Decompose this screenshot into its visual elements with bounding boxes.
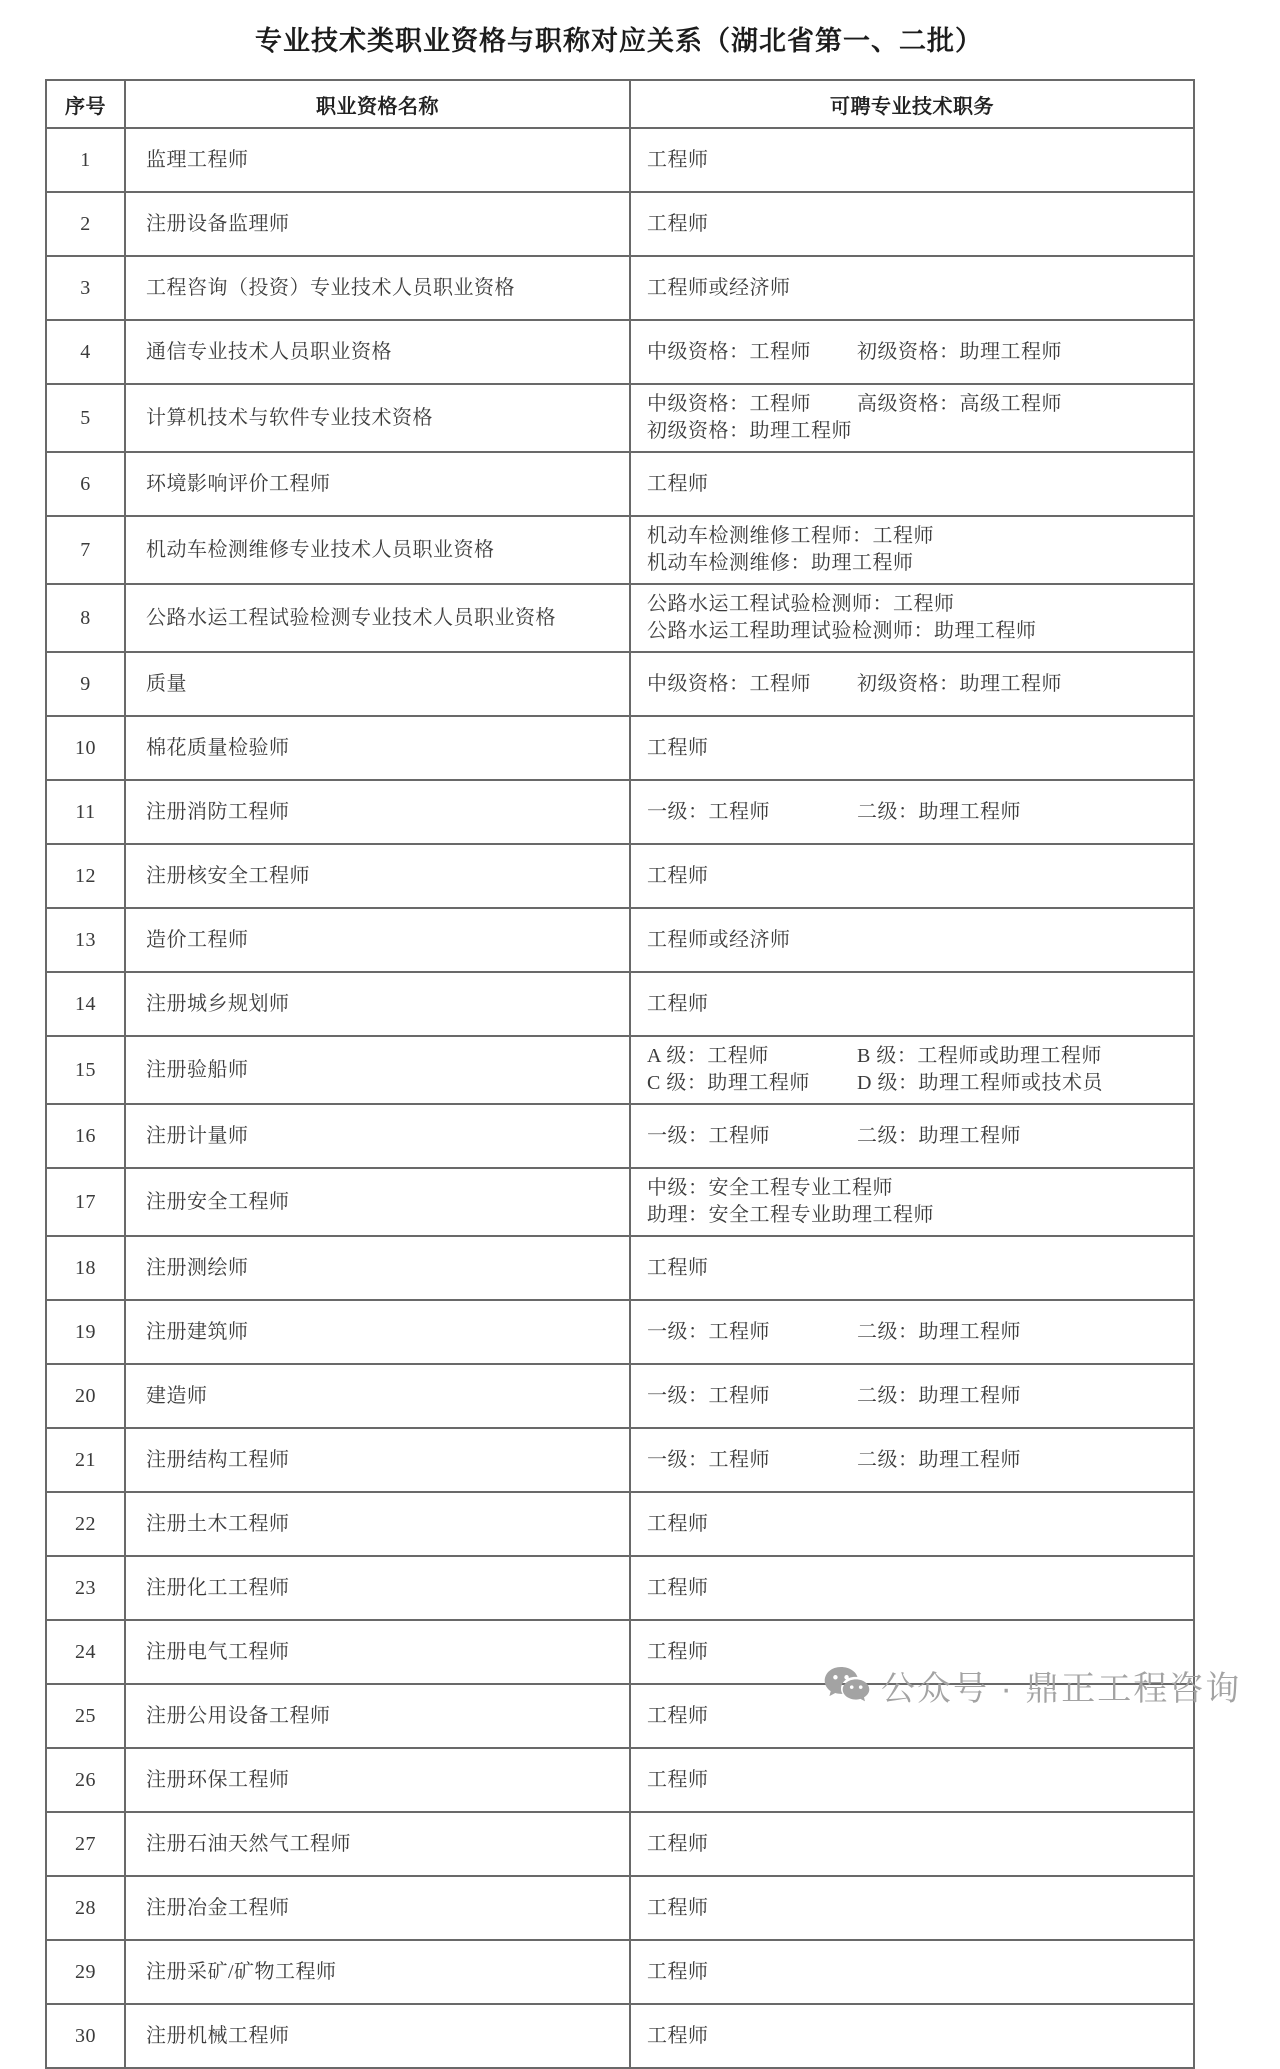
duty-cell (630, 652, 1194, 716)
duty-line (647, 1383, 1187, 1410)
table-row (46, 1748, 1194, 1812)
header-cell-no: 序号 (46, 80, 125, 128)
row-number-cell: 4 (46, 320, 125, 384)
duty-segment: 工程师 (647, 1704, 709, 1727)
row-number-cell: 23 (46, 1556, 125, 1620)
qualification-table (45, 79, 1195, 2069)
duty-line (647, 418, 1187, 445)
row-number-cell: 3 (46, 256, 125, 320)
duty-cell (630, 2004, 1194, 2068)
row-number-cell: 10 (46, 716, 125, 780)
duty-line (647, 211, 1187, 238)
row-number-cell: 1 (46, 128, 125, 192)
duty-cell (630, 1036, 1194, 1104)
duty-segment: 公路水运工程助理试验检测师：助理工程师 (647, 620, 1037, 642)
table-row (46, 452, 1194, 516)
duty-segment: 工程师 (647, 1960, 709, 1983)
duty-segment: 一级：工程师 (647, 1320, 770, 1343)
duty-line (647, 1639, 1187, 1666)
duty-segment: 初级资格：助理工程师 (857, 340, 1062, 363)
table-row (46, 652, 1194, 716)
duty-segment: D 级：助理工程师或技术员 (857, 1072, 1103, 1094)
duty-segment: 工程师或经济师 (647, 276, 791, 299)
duty-segment: 工程师 (647, 1512, 709, 1535)
qualification-name-cell: 注册结构工程师 (125, 1428, 630, 1492)
page-title: 专业技术类职业资格与职称对应关系（湖北省第一、二批） (255, 26, 983, 56)
duty-segment: 二级：助理工程师 (857, 800, 1021, 823)
duty-line (647, 339, 1187, 366)
duty-line (647, 1575, 1187, 1602)
duty-cell (630, 584, 1194, 652)
table-row (46, 128, 1194, 192)
table-row (46, 1492, 1194, 1556)
duty-cell (630, 516, 1194, 584)
table-row (46, 1876, 1194, 1940)
row-number-cell: 21 (46, 1428, 125, 1492)
row-number-cell: 13 (46, 908, 125, 972)
qualification-name-cell: 注册机械工程师 (125, 2004, 630, 2068)
duty-cell (630, 1364, 1194, 1428)
qualification-name-cell: 注册消防工程师 (125, 780, 630, 844)
duty-segment: 一级：工程师 (647, 800, 770, 823)
duty-segment: 助理：安全工程专业助理工程师 (647, 1204, 934, 1226)
duty-segment: 一级：工程师 (647, 1448, 770, 1471)
duty-line (647, 799, 1187, 826)
duty-cell (630, 908, 1194, 972)
duty-cell (630, 192, 1194, 256)
duty-segment: 工程师 (647, 1256, 709, 1279)
duty-line (647, 1703, 1187, 1730)
qualification-name-cell: 监理工程师 (125, 128, 630, 192)
duty-segment: 机动车检测维修工程师：工程师 (647, 525, 934, 547)
duty-line (647, 275, 1187, 302)
row-number-cell: 5 (46, 384, 125, 452)
qualification-name-cell: 注册公用设备工程师 (125, 1684, 630, 1748)
duty-line (647, 391, 1187, 418)
qualification-name-cell: 通信专业技术人员职业资格 (125, 320, 630, 384)
qualification-name-cell: 公路水运工程试验检测专业技术人员职业资格 (125, 584, 630, 652)
duty-cell (630, 1556, 1194, 1620)
duty-segment: 初级资格：助理工程师 (647, 420, 852, 442)
duty-line (647, 618, 1187, 645)
duty-line (647, 591, 1187, 618)
duty-cell (630, 320, 1194, 384)
row-number-cell: 30 (46, 2004, 125, 2068)
table-row (46, 780, 1194, 844)
duty-cell (630, 1236, 1194, 1300)
row-number-cell: 28 (46, 1876, 125, 1940)
table-row (46, 844, 1194, 908)
duty-segment: 高级资格：高级工程师 (857, 393, 1062, 415)
duty-segment: 工程师 (647, 1768, 709, 1791)
qualification-name-cell: 注册测绘师 (125, 1236, 630, 1300)
duty-segment: 初级资格：助理工程师 (857, 672, 1062, 695)
duty-cell (630, 1168, 1194, 1236)
table-row (46, 1812, 1194, 1876)
duty-line (647, 1831, 1187, 1858)
qualification-name-cell: 棉花质量检验师 (125, 716, 630, 780)
table-row (46, 1300, 1194, 1364)
row-number-cell: 11 (46, 780, 125, 844)
duty-segment: 二级：助理工程师 (857, 1384, 1021, 1407)
table-row (46, 716, 1194, 780)
duty-segment: 机动车检测维修：助理工程师 (647, 552, 914, 574)
duty-segment: 工程师 (647, 212, 709, 235)
duty-line (647, 1959, 1187, 1986)
duty-cell (630, 1300, 1194, 1364)
table-row (46, 256, 1194, 320)
row-number-cell: 15 (46, 1036, 125, 1104)
duty-segment: 中级资格：工程师 (647, 672, 811, 695)
table-row (46, 1684, 1194, 1748)
row-number-cell: 7 (46, 516, 125, 584)
row-number-cell: 19 (46, 1300, 125, 1364)
duty-segment: 工程师 (647, 1640, 709, 1663)
duty-segment: 二级：助理工程师 (857, 1448, 1021, 1471)
qualification-name-cell: 质量 (125, 652, 630, 716)
duty-cell (630, 972, 1194, 1036)
duty-segment: 中级资格：工程师 (647, 340, 811, 363)
duty-cell (630, 128, 1194, 192)
table-row (46, 1620, 1194, 1684)
duty-segment: 公路水运工程试验检测师：工程师 (647, 593, 955, 615)
table-row (46, 1428, 1194, 1492)
duty-segment: 工程师 (647, 1832, 709, 1855)
duty-cell (630, 1812, 1194, 1876)
table-row (46, 584, 1194, 652)
duty-segment: 二级：助理工程师 (857, 1124, 1021, 1147)
qualification-name-cell: 注册城乡规划师 (125, 972, 630, 1036)
qualification-name-cell: 注册采矿/矿物工程师 (125, 1940, 630, 2004)
duty-line (647, 1123, 1187, 1150)
qualification-name-cell: 建造师 (125, 1364, 630, 1428)
row-number-cell: 26 (46, 1748, 125, 1812)
row-number-cell: 20 (46, 1364, 125, 1428)
duty-segment: 工程师 (647, 864, 709, 887)
qualification-name-cell: 注册电气工程师 (125, 1620, 630, 1684)
qualification-name-cell: 注册核安全工程师 (125, 844, 630, 908)
row-number-cell: 14 (46, 972, 125, 1036)
row-number-cell: 29 (46, 1940, 125, 2004)
duty-line (647, 1447, 1187, 1474)
row-number-cell: 27 (46, 1812, 125, 1876)
duty-segment: 中级：安全工程专业工程师 (647, 1177, 893, 1199)
row-number-cell: 25 (46, 1684, 125, 1748)
duty-segment: C 级：助理工程师 (647, 1072, 810, 1094)
duty-line (647, 471, 1187, 498)
duty-segment: 一级：工程师 (647, 1124, 770, 1147)
qualification-name-cell: 注册安全工程师 (125, 1168, 630, 1236)
duty-segment: 工程师 (647, 736, 709, 759)
duty-segment: A 级：工程师 (647, 1045, 769, 1067)
table-row (46, 1104, 1194, 1168)
duty-segment: 二级：助理工程师 (857, 1320, 1021, 1343)
row-number-cell: 24 (46, 1620, 125, 1684)
duty-cell (630, 780, 1194, 844)
table-row (46, 384, 1194, 452)
qualification-name-cell: 工程咨询（投资）专业技术人员职业资格 (125, 256, 630, 320)
qualification-name-cell: 计算机技术与软件专业技术资格 (125, 384, 630, 452)
duty-cell (630, 1876, 1194, 1940)
qualification-name-cell: 注册化工工程师 (125, 1556, 630, 1620)
duty-line (647, 1043, 1187, 1070)
duty-cell (630, 1684, 1194, 1748)
table-row (46, 320, 1194, 384)
table-row (46, 1364, 1194, 1428)
watermark-text: 公众号 · 鼎正工程咨询 (881, 1669, 1242, 1708)
duty-line (647, 1070, 1187, 1097)
row-number-cell: 6 (46, 452, 125, 516)
qualification-name-cell: 注册石油天然气工程师 (125, 1812, 630, 1876)
row-number-cell: 12 (46, 844, 125, 908)
duty-line (647, 991, 1187, 1018)
table-row (46, 1940, 1194, 2004)
duty-cell (630, 844, 1194, 908)
header-cell-duty: 可聘专业技术职务 (630, 80, 1194, 128)
duty-segment: 工程师 (647, 2024, 709, 2047)
duty-line (647, 1767, 1187, 1794)
qualification-name-cell: 注册建筑师 (125, 1300, 630, 1364)
duty-line (647, 1202, 1187, 1229)
duty-segment: 工程师 (647, 1896, 709, 1919)
duty-cell (630, 1428, 1194, 1492)
table-body (46, 128, 1194, 2068)
row-number-cell: 22 (46, 1492, 125, 1556)
qualification-name-cell: 环境影响评价工程师 (125, 452, 630, 516)
duty-line (647, 1175, 1187, 1202)
duty-cell (630, 716, 1194, 780)
duty-line (647, 1319, 1187, 1346)
table-row (46, 1236, 1194, 1300)
duty-segment: 工程师 (647, 472, 709, 495)
duty-segment: 工程师或经济师 (647, 928, 791, 951)
duty-segment: 工程师 (647, 1576, 709, 1599)
table-row (46, 1168, 1194, 1236)
duty-cell (630, 1748, 1194, 1812)
qualification-name-cell: 造价工程师 (125, 908, 630, 972)
duty-line (647, 927, 1187, 954)
table-row (46, 516, 1194, 584)
table-row (46, 972, 1194, 1036)
qualification-name-cell: 注册冶金工程师 (125, 1876, 630, 1940)
duty-line (647, 523, 1187, 550)
row-number-cell: 17 (46, 1168, 125, 1236)
duty-cell (630, 1620, 1194, 1684)
duty-line (647, 671, 1187, 698)
duty-cell (630, 452, 1194, 516)
qualification-name-cell: 注册设备监理师 (125, 192, 630, 256)
table-row (46, 192, 1194, 256)
row-number-cell: 16 (46, 1104, 125, 1168)
duty-line (647, 147, 1187, 174)
table-row (46, 1556, 1194, 1620)
duty-line (647, 735, 1187, 762)
duty-segment: 一级：工程师 (647, 1384, 770, 1407)
duty-line (647, 2023, 1187, 2050)
qualification-name-cell: 注册计量师 (125, 1104, 630, 1168)
table-row (46, 2004, 1194, 2068)
duty-line (647, 1511, 1187, 1538)
duty-segment: B 级：工程师或助理工程师 (857, 1045, 1102, 1067)
row-number-cell: 8 (46, 584, 125, 652)
row-number-cell: 2 (46, 192, 125, 256)
duty-cell (630, 1940, 1194, 2004)
qualification-name-cell: 注册土木工程师 (125, 1492, 630, 1556)
qualification-name-cell: 机动车检测维修专业技术人员职业资格 (125, 516, 630, 584)
duty-line (647, 863, 1187, 890)
duty-segment: 工程师 (647, 148, 709, 171)
table-row (46, 908, 1194, 972)
qualification-name-cell: 注册环保工程师 (125, 1748, 630, 1812)
duty-line (647, 1895, 1187, 1922)
row-number-cell: 9 (46, 652, 125, 716)
header-cell-name: 职业资格名称 (125, 80, 630, 128)
duty-segment: 中级资格：工程师 (647, 393, 811, 415)
table-row (46, 1036, 1194, 1104)
duty-cell (630, 256, 1194, 320)
duty-line (647, 1255, 1187, 1282)
duty-cell (630, 1492, 1194, 1556)
duty-cell (630, 384, 1194, 452)
qualification-name-cell: 注册验船师 (125, 1036, 630, 1104)
duty-segment: 工程师 (647, 992, 709, 1015)
header-row (46, 80, 1194, 128)
row-number-cell: 18 (46, 1236, 125, 1300)
duty-cell (630, 1104, 1194, 1168)
duty-line (647, 550, 1187, 577)
